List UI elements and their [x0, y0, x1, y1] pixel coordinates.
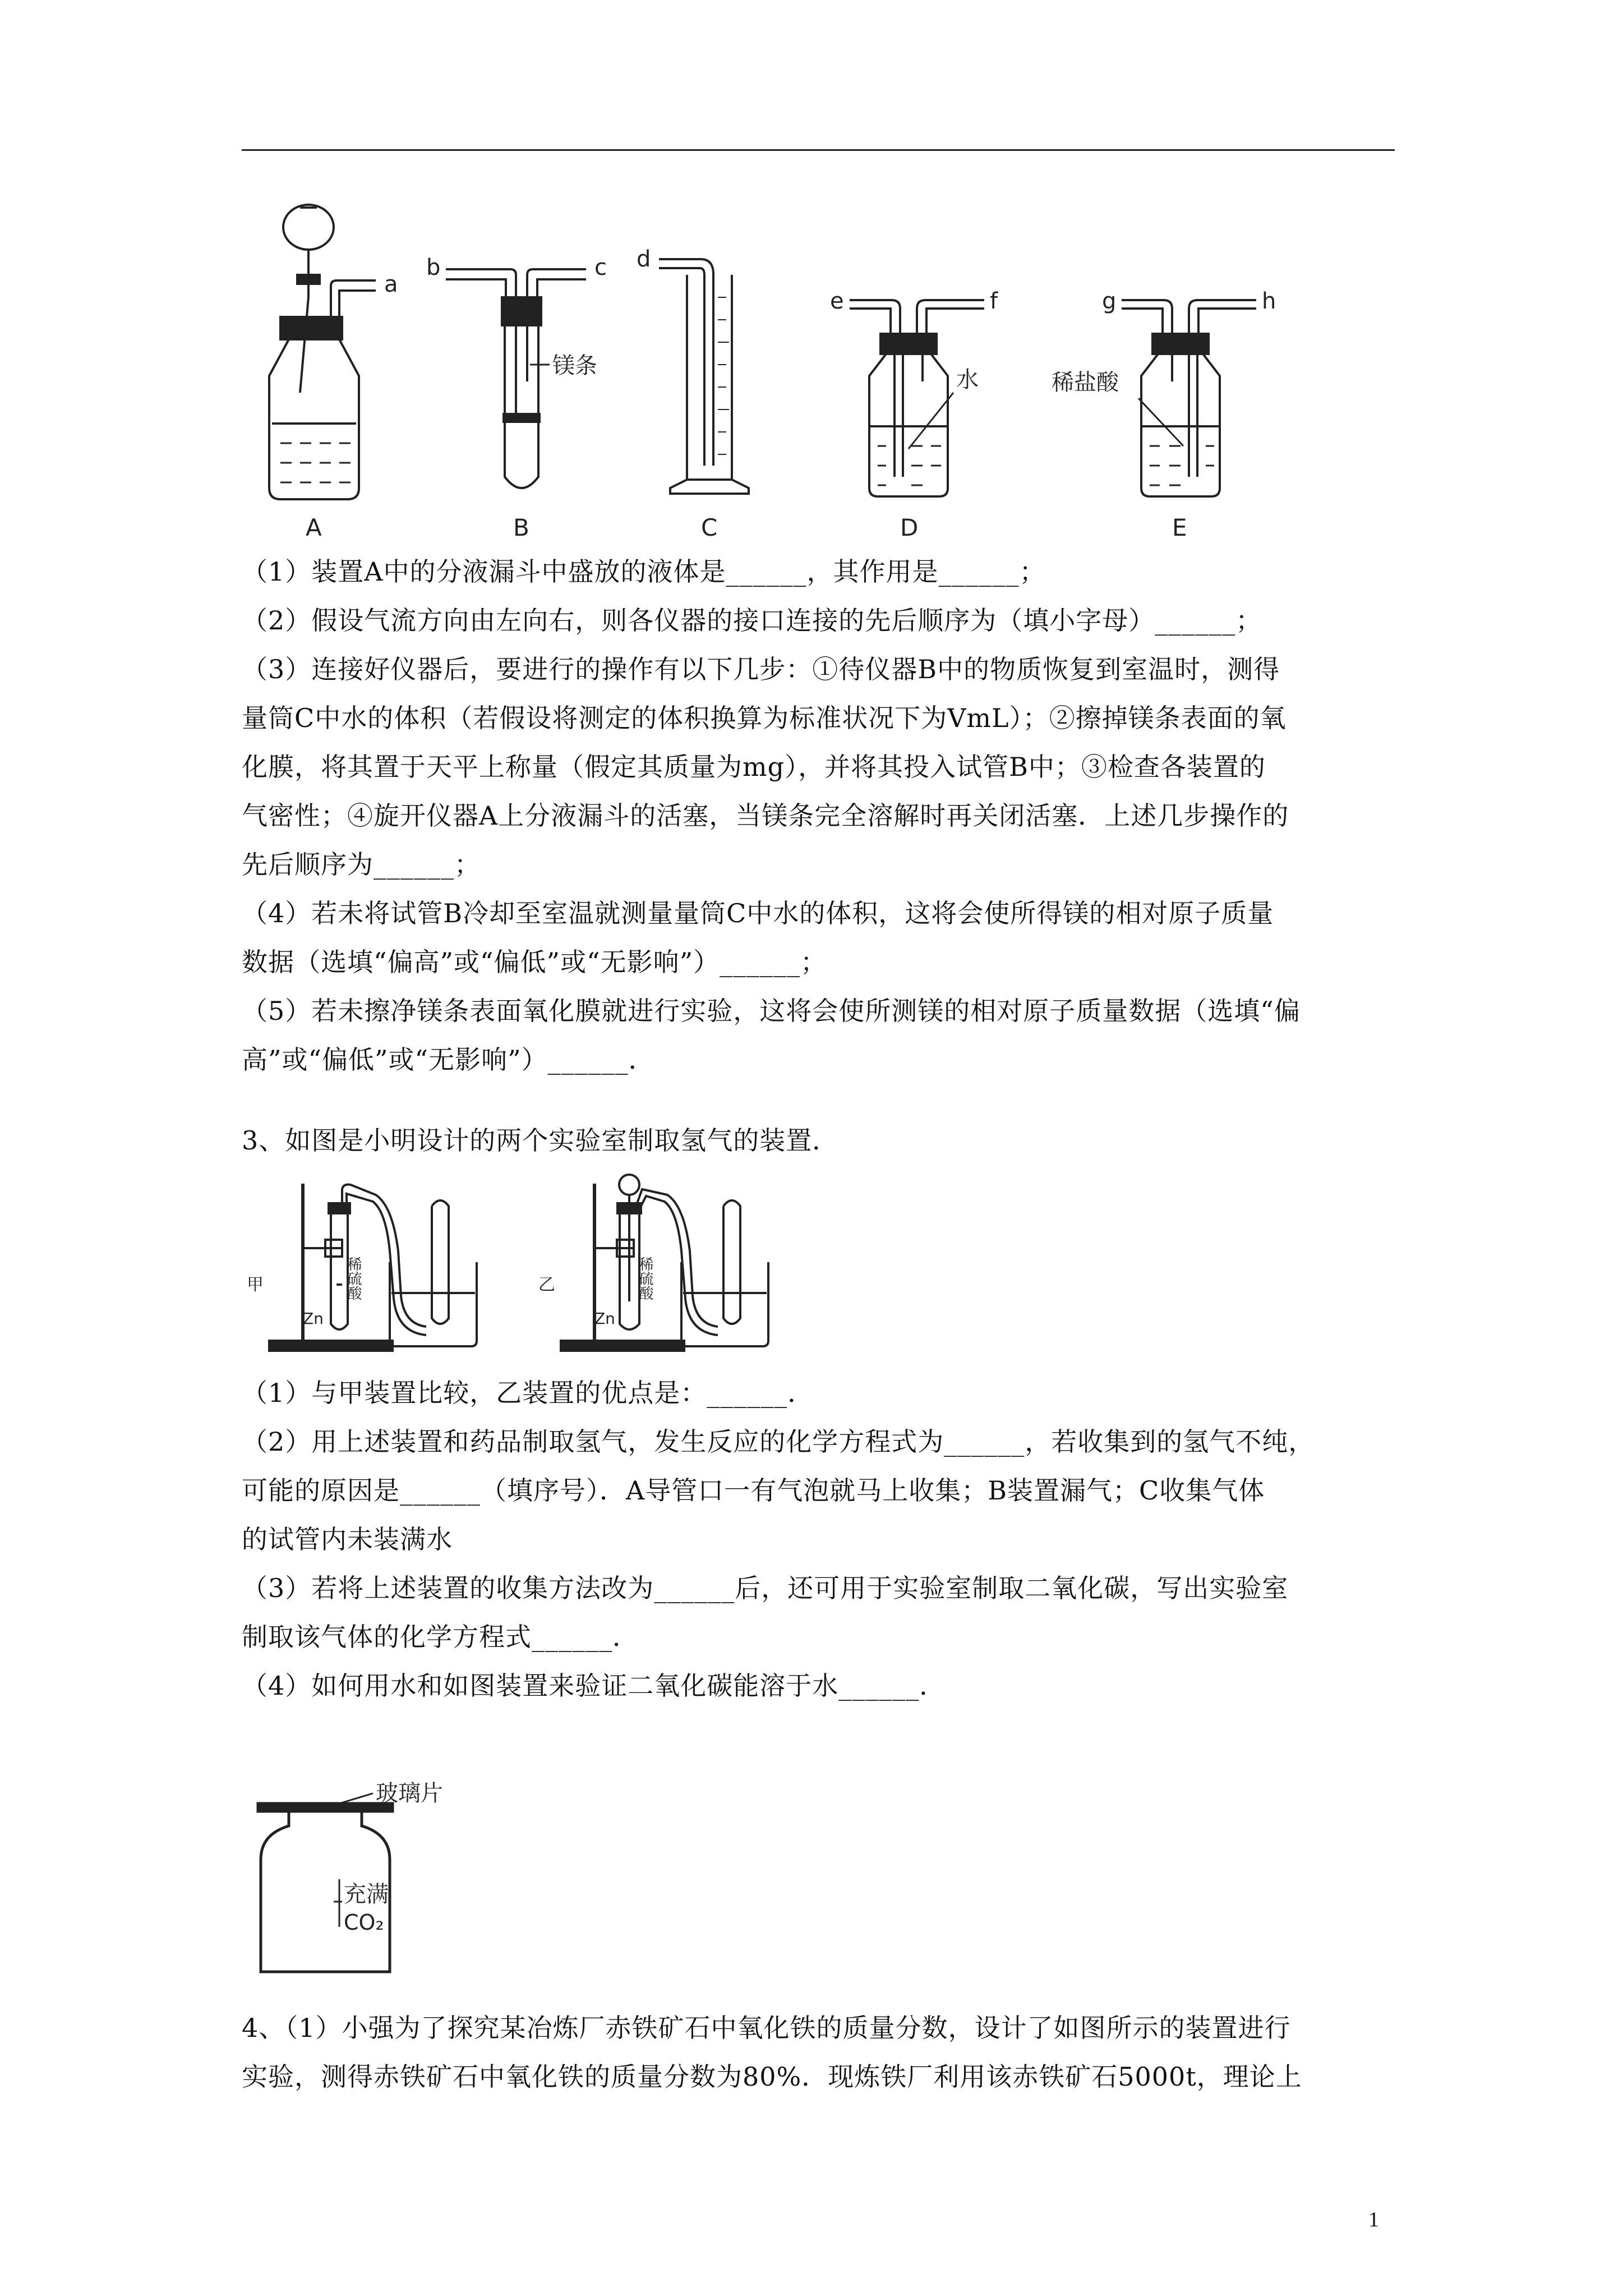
- q4-block: [242, 2004, 1395, 2101]
- q2-item-5: （5）若未擦净镁条表面氧化膜就进行实验，这将会使所测镁的相对原子质量数据（选填“偏: [242, 996, 1301, 1026]
- apparatus-figure: [236, 196, 1301, 544]
- port-e-label: e: [830, 288, 844, 314]
- q2-item-5b: 高”或“偏低”或“无影响”）______．: [242, 1045, 655, 1075]
- q3-item-2: （2）用上述装置和药品制取氢气，发生反应的化学方程式为______，若收集到的氢气不纯，: [242, 1427, 1315, 1457]
- apparatus-b: [426, 255, 607, 541]
- full-label: 充满: [344, 1881, 389, 1907]
- q2-block: [242, 547, 1395, 1084]
- q2-item-3: （3）连接好仪器后，要进行的操作有以下几步：①待仪器B中的物质恢复到室温时，测得: [242, 654, 1280, 684]
- apparatus-yi: [538, 1175, 768, 1351]
- q3-title: 3、如图是小明设计的两个实验室制取氢气的装置．: [242, 1125, 839, 1156]
- label-d: D: [900, 514, 919, 541]
- label-yi: 乙: [538, 1275, 555, 1295]
- hcl-label: 稀盐酸: [1052, 370, 1119, 395]
- mg-strip-label: 镁条: [552, 353, 597, 379]
- port-g-label: g: [1102, 288, 1117, 314]
- q4-item-1b: 实验，测得赤铁矿石中氧化铁的质量分数为80%．现炼铁厂利用该赤铁矿石5000t，理论上: [242, 2062, 1302, 2092]
- label-e: E: [1172, 514, 1187, 541]
- port-h-label: h: [1262, 288, 1276, 314]
- q3-item-1: （1）与甲装置比较，乙装置的优点是：______．: [242, 1378, 814, 1408]
- label-b: B: [513, 514, 529, 541]
- q3-item-4: （4）如何用水和如图装置来验证二氧化碳能溶于水______．: [242, 1671, 946, 1701]
- zn-label-jia: Zn: [303, 1309, 324, 1328]
- q2-item-3e: 先后顺序为______；: [242, 849, 481, 880]
- header-rule: [242, 149, 1395, 151]
- h2-apparatus-figure: [247, 1172, 785, 1363]
- apparatus-jia: [247, 1184, 477, 1351]
- q3-item-2c: 的试管内未装满水: [242, 1524, 453, 1554]
- label-a: A: [306, 514, 322, 541]
- zn-label-yi: Zn: [594, 1309, 615, 1328]
- port-a-label: a: [384, 272, 398, 297]
- co2-bottle-figure: [250, 1781, 508, 1983]
- port-f-label: f: [990, 288, 998, 314]
- q2-item-3d: 气密性；④旋开仪器A上分液漏斗的活塞，当镁条完全溶解时再关闭活塞．上述几步操作的: [242, 800, 1289, 831]
- glass-plate-label: 玻璃片: [376, 1781, 443, 1806]
- q2-item-3b: 量筒C中水的体积（若假设将测定的体积换算为标准状况下为VmL）；②擦掉镁条表面的氧: [242, 703, 1287, 733]
- q2-item-4: （4）若未将试管B冷却至室温就测量量筒C中水的体积，这将会使所得镁的相对原子质量: [242, 898, 1274, 928]
- water-label: 水: [956, 367, 979, 393]
- q3-item-2b: 可能的原因是______（填序号）．A导管口一有气泡就马上收集；B装置漏气；C收集气体: [242, 1475, 1265, 1506]
- q3-item-3: （3）若将上述装置的收集方法改为______后，还可用于实验室制取二氧化碳，写出实验室: [242, 1573, 1289, 1603]
- q2-item-1: （1）装置A中的分液漏斗中盛放的液体是______，其作用是______；: [242, 556, 1046, 587]
- q3-item-3b: 制取该气体的化学方程式______．: [242, 1622, 639, 1652]
- acid-label-jia: 稀硫酸: [345, 1257, 362, 1300]
- page-number: 1: [1368, 2208, 1379, 2231]
- port-b-label: b: [426, 255, 441, 280]
- q2-item-4b: 数据（选填“偏高”或“偏低”或“无影响”）______；: [242, 947, 827, 977]
- apparatus-a: [269, 205, 398, 541]
- q2-item-3c: 化膜，将其置于天平上称量（假定其质量为mg），并将其投入试管B中；③检查各装置的: [242, 752, 1266, 782]
- port-d-label: d: [637, 246, 651, 272]
- q2-item-2: （2）假设气流方向由左向右，则各仪器的接口连接的先后顺序为（填小字母）______；: [242, 605, 1262, 636]
- q4-item-1: 4、（1）小强为了探究某冶炼厂赤铁矿石中氧化铁的质量分数，设计了如图所示的装置进行: [242, 2013, 1291, 2043]
- apparatus-c: [637, 246, 749, 541]
- apparatus-e: [1052, 288, 1276, 541]
- apparatus-d: [830, 288, 998, 541]
- q3-block: [242, 1369, 1395, 1710]
- co2-label: CO₂: [344, 1910, 384, 1935]
- port-c-label: c: [594, 255, 607, 280]
- acid-label-yi: 稀硫酸: [637, 1257, 653, 1300]
- q3-title-block: [242, 1116, 1395, 1165]
- label-c: C: [701, 514, 718, 541]
- label-jia: 甲: [247, 1275, 264, 1295]
